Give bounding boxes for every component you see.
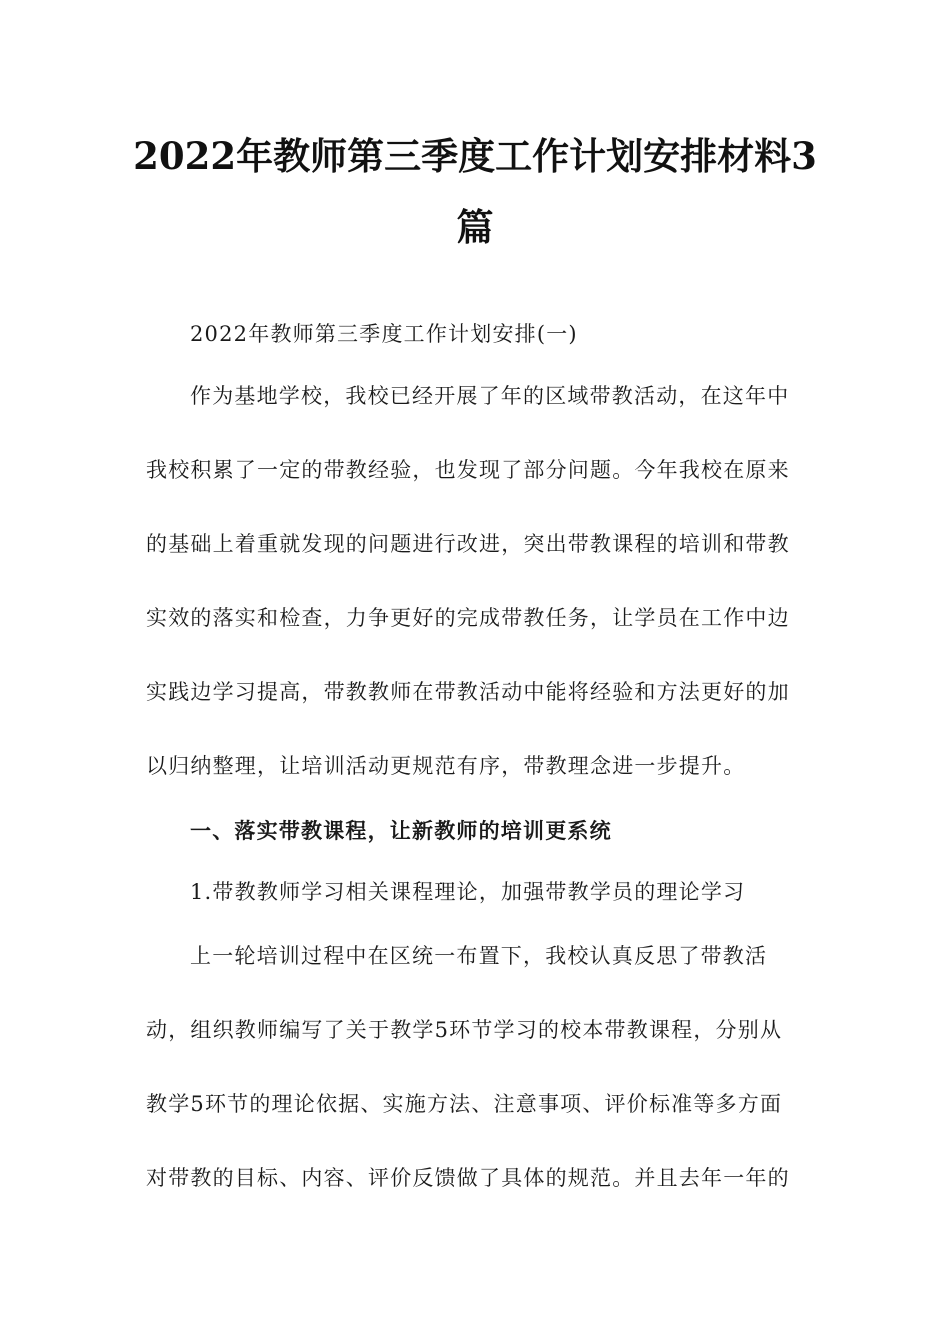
paragraph-1-line: 的基础上着重就发现的问题进行改进，突出带教课程的培训和带教 <box>146 532 790 556</box>
paragraph-1-line: 我校积累了一定的带教经验，也发现了部分问题。今年我校在原来 <box>146 458 790 482</box>
list-item-1: 1.带教教师学习相关课程理论，加强带教学员的理论学习 <box>190 880 746 904</box>
document-title-line-1: 2022年教师第三季度工作计划安排材料3 <box>133 134 817 178</box>
paragraph-2-line: 动，组织教师编写了关于教学5环节学习的校本带教课程，分别从 <box>146 1018 783 1042</box>
paragraph-2-line: 教学5环节的理论依据、实施方法、注意事项、评价标准等多方面 <box>146 1092 783 1116</box>
section-subtitle: 2022年教师第三季度工作计划安排(一) <box>190 322 578 346</box>
document-title-line-2: 篇 <box>456 205 494 249</box>
paragraph-1-line: 实效的落实和检查，力争更好的完成带教任务，让学员在工作中边 <box>146 606 790 630</box>
paragraph-2-line: 对带教的目标、内容、评价反馈做了具体的规范。并且去年一年的 <box>146 1166 790 1190</box>
paragraph-1-line: 实践边学习提高，带教教师在带教活动中能将经验和方法更好的加 <box>146 680 790 704</box>
paragraph-2-line: 上一轮培训过程中在区统一布置下，我校认真反思了带教活 <box>190 944 768 968</box>
paragraph-1-line: 作为基地学校，我校已经开展了年的区域带教活动，在这年中 <box>190 384 790 408</box>
section-heading-1: 一、落实带教课程，让新教师的培训更系统 <box>190 818 612 843</box>
paragraph-1-line: 以归纳整理，让培训活动更规范有序，带教理念进一步提升。 <box>146 754 746 778</box>
